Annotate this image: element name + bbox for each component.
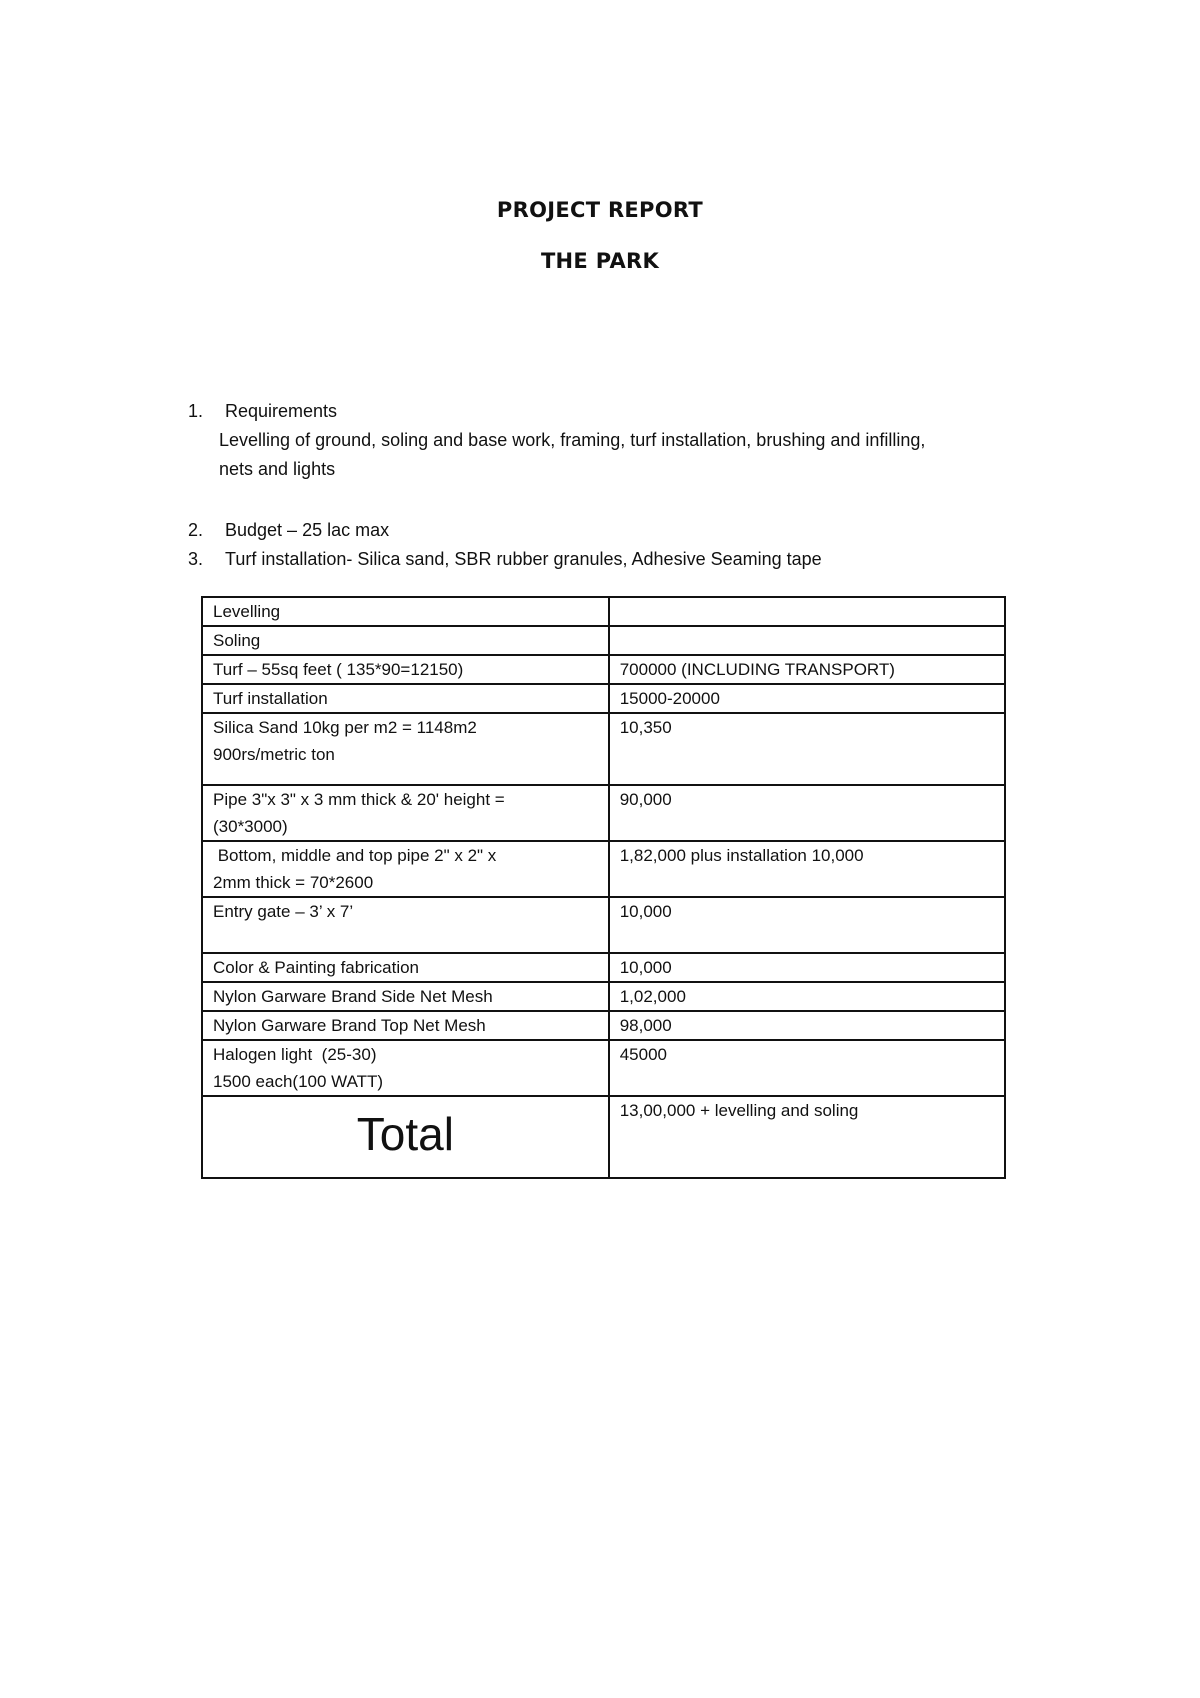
item-cell [202, 597, 609, 626]
item-text: Turf installation [213, 689, 328, 708]
item-text: Nylon Garware Brand Top Net Mesh [213, 1016, 486, 1035]
cost-text: 1,82,000 plus installation 10,000 [619, 846, 864, 865]
item-cell [202, 785, 609, 841]
list-item-turf-installation [188, 545, 1048, 574]
item-cell [202, 982, 609, 1011]
list-number: 1. [188, 401, 204, 421]
total-value: 13,00,000 + levelling and soling [619, 1101, 859, 1120]
cost-text: 10,000 [619, 958, 672, 977]
cost-cell [609, 655, 1005, 684]
item-cell [202, 713, 609, 785]
requirements-detail [188, 426, 1048, 484]
item-text: 900rs/metric ton [213, 745, 335, 764]
cost-cell [609, 841, 1005, 897]
table-row [202, 897, 1005, 953]
cost-cell [609, 597, 1005, 626]
cost-cell [609, 1040, 1005, 1096]
table-row [202, 597, 1005, 626]
cost-cell [609, 982, 1005, 1011]
cost-text: 45000 [619, 1045, 667, 1064]
list-item-requirements [188, 397, 1048, 426]
cost-text: 10,000 [619, 902, 672, 921]
cost-cell [609, 684, 1005, 713]
cost-text: 10,350 [619, 718, 672, 737]
item-cell [202, 655, 609, 684]
item-cell [202, 626, 609, 655]
item-text: Halogen light (25-30) [213, 1045, 377, 1064]
item-text: (30*3000) [213, 817, 288, 836]
item-text: Silica Sand 10kg per m2 = 1148m2 [213, 718, 477, 737]
item-cell [202, 1011, 609, 1040]
item-cell [202, 897, 609, 953]
total-label: Total [356, 1108, 454, 1160]
list-number: 3. [188, 549, 204, 569]
requirements-line: Levelling of ground, soling and base work, framing, turf installation, brushing and infilling, [219, 430, 926, 450]
cost-text: 98,000 [619, 1016, 672, 1035]
item-cell [202, 841, 609, 897]
cost-table [201, 596, 1006, 1179]
cost-text: 15000-20000 [619, 689, 720, 708]
cost-text: 90,000 [619, 790, 672, 809]
report-title: PROJECT REPORT [496, 198, 704, 222]
item-text: 2mm thick = 70*2600 [213, 873, 374, 892]
list-item-budget [188, 516, 1048, 545]
list-number: 2. [188, 520, 204, 540]
cost-cell [609, 953, 1005, 982]
item-text: Entry gate – 3’ x 7’ [213, 902, 354, 921]
item-cell [202, 684, 609, 713]
item-cell [202, 1040, 609, 1096]
report-subtitle: THE PARK [540, 249, 660, 273]
list-label: Turf installation- Silica sand, SBR rubber granules, Adhesive Seaming tape [225, 549, 822, 569]
item-text: Bottom, middle and top pipe 2" x 2" x [213, 846, 497, 865]
total-row [202, 1096, 1005, 1178]
item-text: 1500 each(100 WATT) [213, 1072, 384, 1091]
table-row [202, 626, 1005, 655]
requirements-line: nets and lights [219, 459, 336, 479]
table-row [202, 953, 1005, 982]
cost-cell [609, 1011, 1005, 1040]
table-row [202, 1040, 1005, 1096]
cost-cell [609, 713, 1005, 785]
item-cell [202, 953, 609, 982]
total-value-cell [609, 1096, 1005, 1178]
item-text: Pipe 3"x 3" x 3 mm thick & 20' height = [213, 790, 505, 809]
list-label: Budget – 25 lac max [225, 520, 390, 540]
cost-cell [609, 626, 1005, 655]
item-text: Nylon Garware Brand Side Net Mesh [213, 987, 493, 1006]
numbered-list-bottom [188, 516, 1048, 574]
table-row [202, 684, 1005, 713]
table-row [202, 982, 1005, 1011]
cost-cell [609, 785, 1005, 841]
item-text: Turf – 55sq feet ( 135*90=12150) [213, 660, 464, 679]
table-row [202, 713, 1005, 785]
table-row [202, 1011, 1005, 1040]
cost-cell [609, 897, 1005, 953]
table-row [202, 655, 1005, 684]
cost-text: 1,02,000 [619, 987, 686, 1006]
numbered-list-top [188, 397, 1048, 484]
item-text: Soling [213, 631, 261, 650]
cost-text: 700000 (INCLUDING TRANSPORT) [619, 660, 895, 679]
table-row [202, 785, 1005, 841]
table-row [202, 841, 1005, 897]
item-text: Levelling [213, 602, 281, 621]
total-label-cell [202, 1096, 609, 1178]
list-label: Requirements [225, 401, 338, 421]
item-text: Color & Painting fabrication [213, 958, 420, 977]
